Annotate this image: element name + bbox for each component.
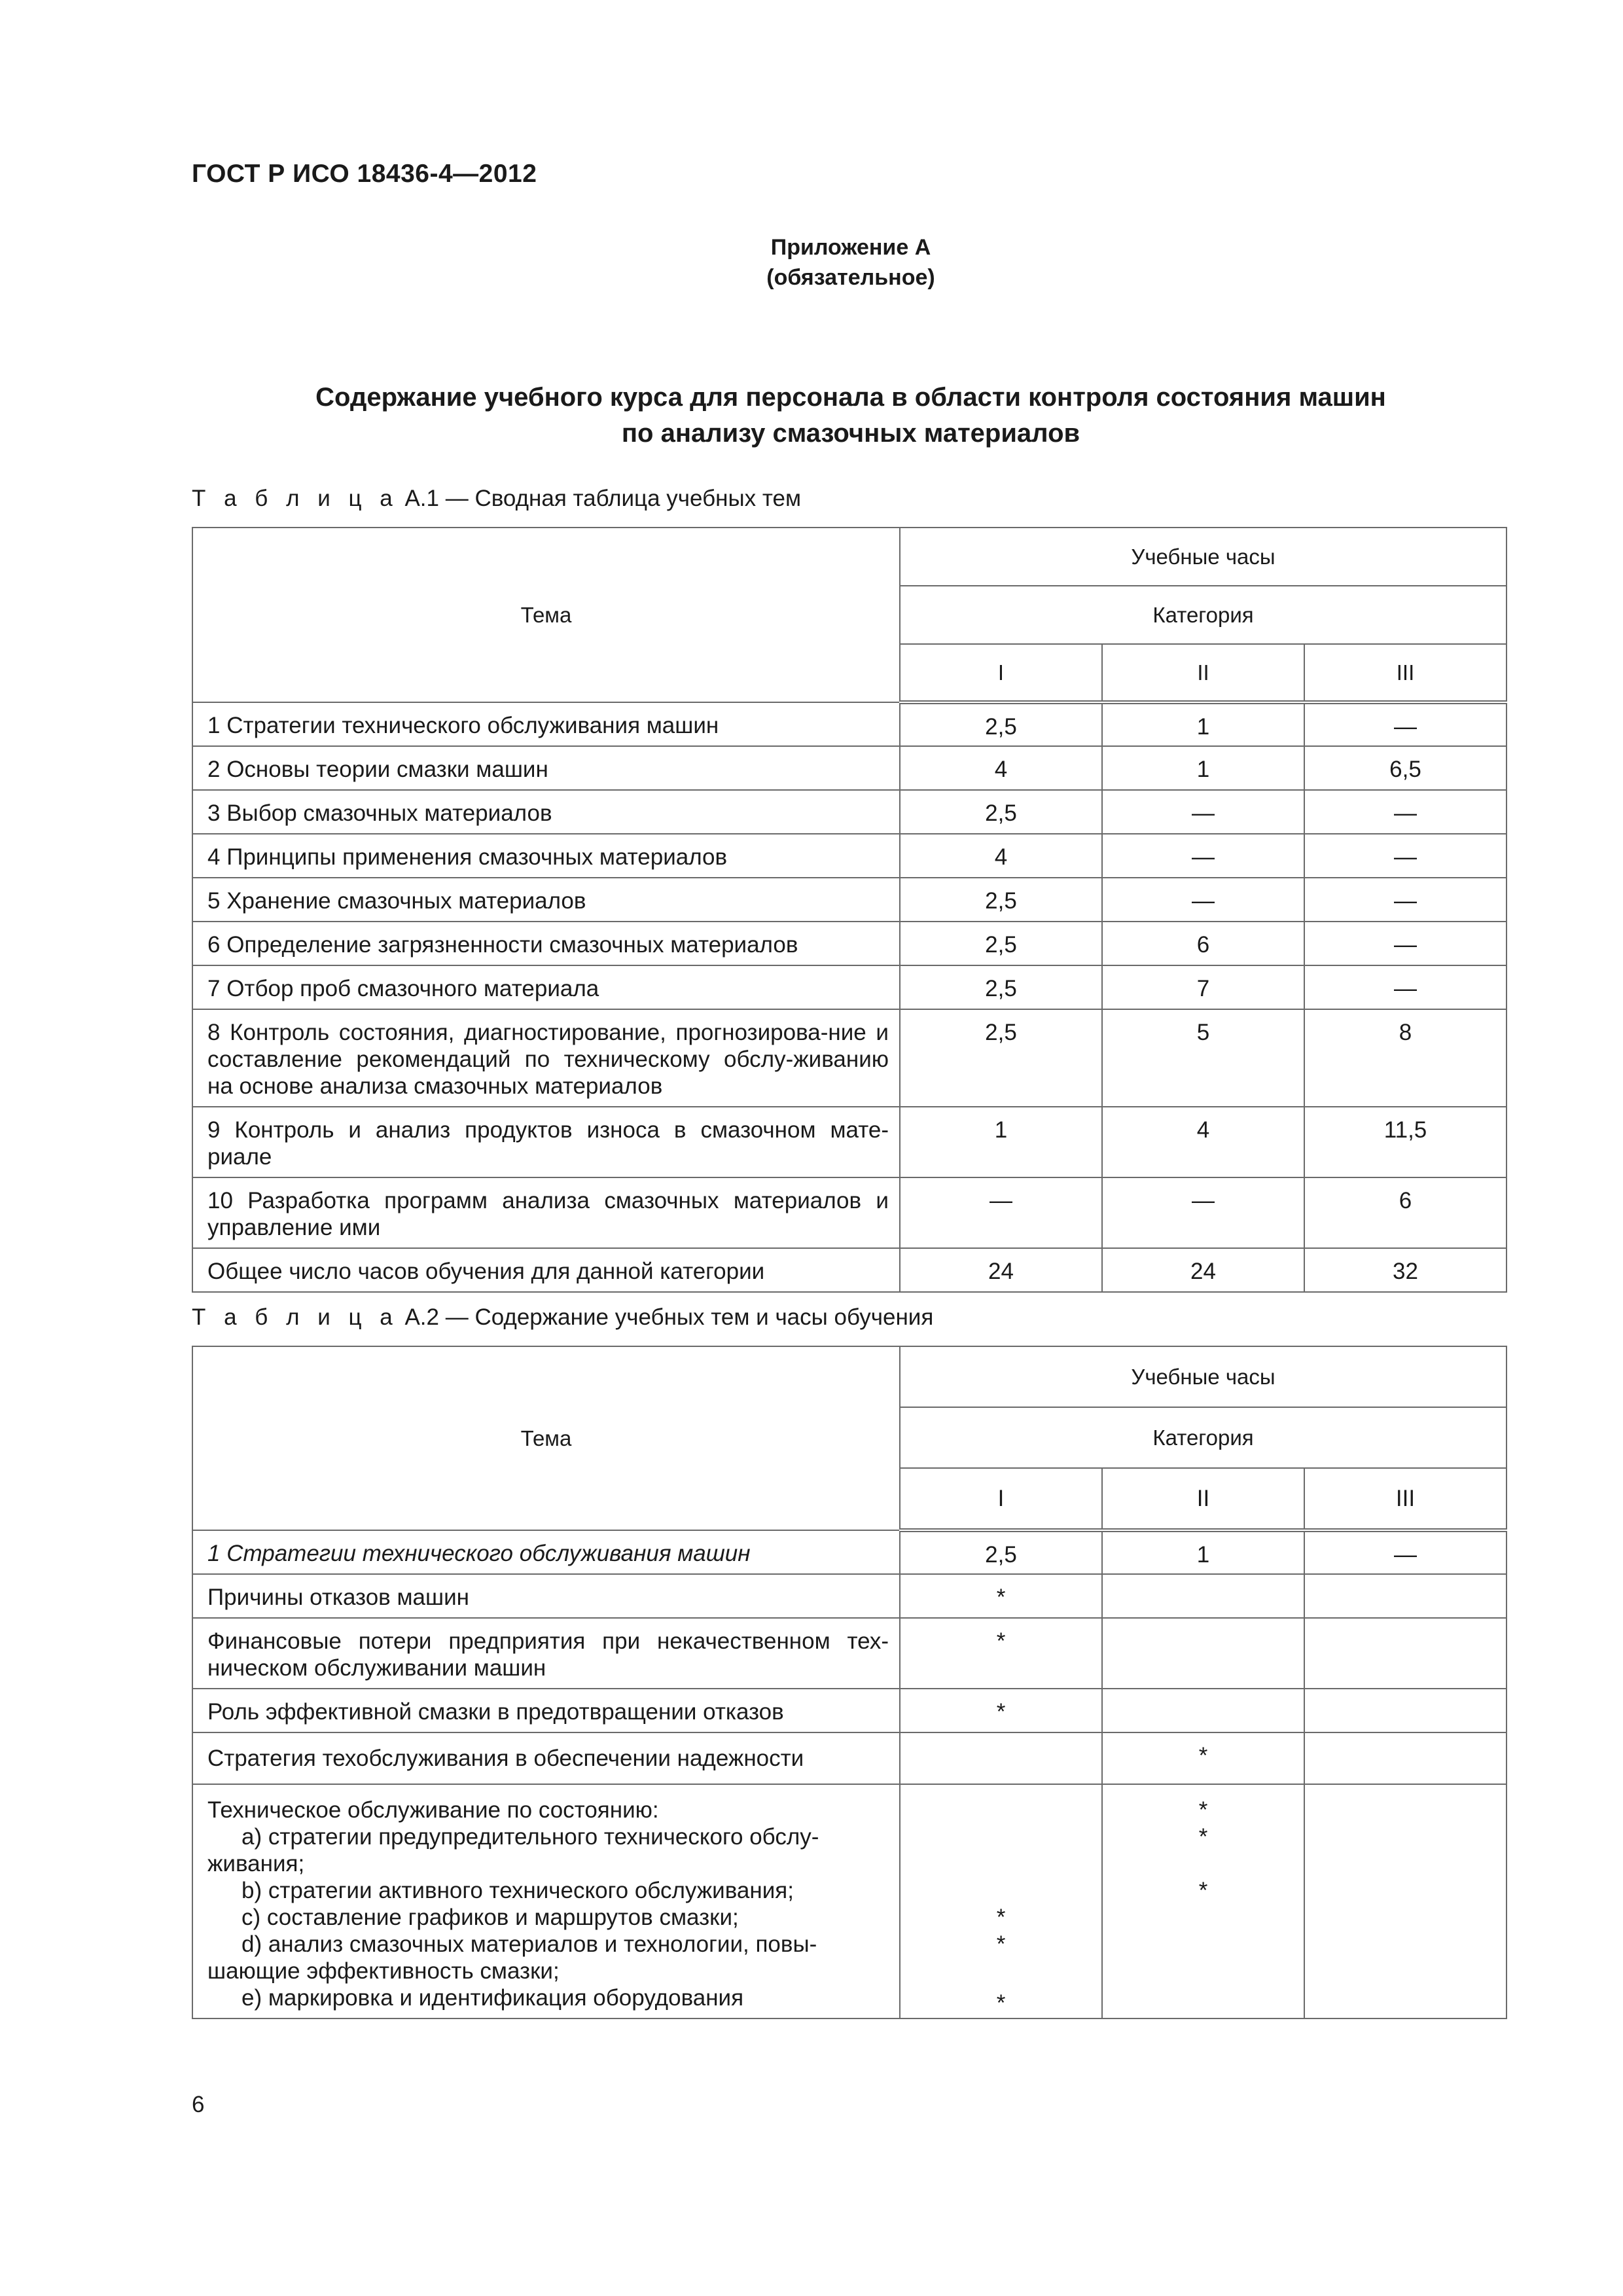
title-line-1: Содержание учебного курса для персонала в области контроля состояния машин (315, 383, 1386, 412)
row-cat2: — (1102, 878, 1304, 922)
row-cat1 (900, 1732, 1102, 1784)
standard-code: ГОСТ Р ИСО 18436-4—2012 (192, 160, 537, 188)
row-topic: 8 Контроль состояния, диагностирование, прогнозирова-ние и составление рекомендаций по техническому обслу-живанию на основе анализа смазочных материалов (192, 1009, 900, 1107)
row-cat2: 1 (1102, 746, 1304, 790)
row-cat2: 5 (1102, 1009, 1304, 1107)
row-cat1: 2,5 (900, 1009, 1102, 1107)
table-row (192, 965, 1507, 1009)
row-cat2: 4 (1102, 1107, 1304, 1177)
row-topic: Причины отказов машин (192, 1574, 900, 1618)
table2-header-topic: Тема (192, 1346, 900, 1530)
row-topic: Роль эффективной смазки в предотвращении отказов (192, 1689, 900, 1732)
document-title (0, 380, 1623, 452)
table2-header-cat2: II (1102, 1468, 1304, 1530)
row-cat1: 4 (900, 834, 1102, 878)
row-cat1: 2,5 (900, 702, 1102, 746)
table-row (192, 1689, 1507, 1732)
table2-header-cat1: I (900, 1468, 1102, 1530)
annex-heading (0, 232, 1623, 293)
row-cat3: 32 (1304, 1248, 1507, 1292)
row-cat1: * (900, 1574, 1102, 1618)
row-cat1: 2,5 (900, 790, 1102, 834)
cbm-topic (192, 1784, 900, 2018)
annex-title: Приложение А (770, 235, 931, 260)
table1-caption (192, 486, 801, 512)
row-cat2: 24 (1102, 1248, 1304, 1292)
table-row (192, 1009, 1507, 1107)
cbm-cat1-d-mark: * (996, 1931, 1006, 1957)
table-row (192, 1732, 1507, 1784)
cbm-item-e: е) маркировка и идентификация оборудования (241, 1985, 744, 2011)
row-cat3: — (1304, 922, 1507, 965)
row-cat3: — (1304, 878, 1507, 922)
cbm-item-d-cont: шающие эффективность смазки; (207, 1958, 560, 1984)
table-row (192, 790, 1507, 834)
row-cat1: * (900, 1689, 1102, 1732)
table1-header-category: Категория (900, 586, 1507, 644)
table-row (192, 702, 1507, 746)
row-cat3: — (1304, 702, 1507, 746)
row-cat2: — (1102, 790, 1304, 834)
row-cat3: 6,5 (1304, 746, 1507, 790)
page-number: 6 (192, 2092, 205, 2117)
table2-caption (192, 1304, 933, 1331)
row-cat3: 11,5 (1304, 1107, 1507, 1177)
row-cat2 (1102, 1689, 1304, 1732)
row-cat1: 4 (900, 746, 1102, 790)
row-cat1: 2,5 (900, 922, 1102, 965)
cbm-item-c: с) составление графиков и маршрутов смазки; (241, 1905, 739, 1930)
row-topic: Стратегия техобслуживания в обеспечении надежности (192, 1732, 900, 1784)
table-total-row (192, 1248, 1507, 1292)
table1-header-cat2: II (1102, 644, 1304, 702)
row-cat1: * (900, 1618, 1102, 1689)
row-topic: 10 Разработка программ анализа смазочных материалов и управление ими (192, 1177, 900, 1248)
table1-header-cat1: I (900, 644, 1102, 702)
table-row (192, 1574, 1507, 1618)
row-cat3: — (1304, 965, 1507, 1009)
table1-header-topic: Тема (192, 528, 900, 702)
cbm-cat3 (1304, 1784, 1507, 2018)
table2-header-cat3: III (1304, 1468, 1507, 1530)
cbm-item-b: b) стратегии активного технического обслуживания; (241, 1878, 794, 1903)
table1-header-hours: Учебные часы (900, 528, 1507, 586)
table-row (192, 1618, 1507, 1689)
row-cat1: 2,5 (900, 878, 1102, 922)
row-topic: 1 Стратегии технического обслуживания машин (192, 1530, 900, 1574)
table-row-cbm (192, 1784, 1507, 2018)
row-topic: 1 Стратегии технического обслуживания машин (192, 702, 900, 746)
row-topic: Общее число часов обучения для данной категории (192, 1248, 900, 1292)
table1-caption-text: А.1 — Сводная таблица учебных тем (398, 486, 802, 511)
cbm-cat2-intro-mark: * (1198, 1797, 1208, 1823)
table1-header-cat3: III (1304, 644, 1507, 702)
row-cat1: 1 (900, 1107, 1102, 1177)
row-cat3: 8 (1304, 1009, 1507, 1107)
row-cat2: — (1102, 1177, 1304, 1248)
table2-caption-word: Т а б л и ц а (192, 1304, 399, 1330)
row-topic: 7 Отбор проб смазочного материала (192, 965, 900, 1009)
cbm-cat2-b-mark: * (1198, 1878, 1208, 1903)
row-cat1: 2,5 (900, 1530, 1102, 1574)
table-a1 (192, 527, 1507, 1293)
row-cat2 (1102, 1618, 1304, 1689)
row-cat2 (1102, 1574, 1304, 1618)
row-cat3 (1304, 1689, 1507, 1732)
cbm-item-a-cont: живания; (207, 1851, 305, 1876)
table-row (192, 746, 1507, 790)
cbm-intro: Техническое обслуживание по состоянию: (207, 1797, 659, 1823)
row-cat3 (1304, 1732, 1507, 1784)
table-row (192, 1530, 1507, 1574)
row-topic: 3 Выбор смазочных материалов (192, 790, 900, 834)
row-topic: 6 Определение загрязненности смазочных материалов (192, 922, 900, 965)
row-topic: Финансовые потери предприятия при некачественном тех-ническом обслуживании машин (192, 1618, 900, 1689)
row-cat2: 7 (1102, 965, 1304, 1009)
row-cat1: 2,5 (900, 965, 1102, 1009)
cbm-cat1 (900, 1784, 1102, 2018)
cbm-cat2-a-mark: * (1198, 1824, 1208, 1850)
row-topic: 5 Хранение смазочных материалов (192, 878, 900, 922)
row-cat1: 24 (900, 1248, 1102, 1292)
title-line-2: по анализу смазочных материалов (621, 419, 1080, 448)
table-row (192, 1177, 1507, 1248)
table2-header-hours: Учебные часы (900, 1346, 1507, 1407)
row-cat3: — (1304, 1530, 1507, 1574)
table-row (192, 922, 1507, 965)
annex-status: (обязательное) (766, 265, 935, 290)
cbm-item-d: d) анализ смазочных материалов и технологии, повы- (241, 1931, 817, 1957)
table-row (192, 1107, 1507, 1177)
row-cat2: 6 (1102, 922, 1304, 965)
row-topic: 4 Принципы применения смазочных материалов (192, 834, 900, 878)
row-cat3 (1304, 1574, 1507, 1618)
row-topic: 9 Контроль и анализ продуктов износа в смазочном мате-риале (192, 1107, 900, 1177)
row-cat2: * (1102, 1732, 1304, 1784)
table2-header-category: Категория (900, 1407, 1507, 1468)
cbm-cat1-e-mark: * (996, 1990, 1006, 2016)
table-row (192, 878, 1507, 922)
row-cat3: 6 (1304, 1177, 1507, 1248)
table2-caption-text: А.2 — Содержание учебных тем и часы обучения (398, 1304, 934, 1330)
row-cat3: — (1304, 834, 1507, 878)
row-cat1: — (900, 1177, 1102, 1248)
cbm-cat1-c-mark: * (996, 1905, 1006, 1930)
cbm-cat2 (1102, 1784, 1304, 2018)
row-cat3: — (1304, 790, 1507, 834)
row-cat2: — (1102, 834, 1304, 878)
table1-caption-word: Т а б л и ц а (192, 486, 399, 511)
cbm-item-a: а) стратегии предупредительного технического обслу- (241, 1824, 819, 1850)
row-cat2: 1 (1102, 1530, 1304, 1574)
row-cat2: 1 (1102, 702, 1304, 746)
row-topic: 2 Основы теории смазки машин (192, 746, 900, 790)
row-cat3 (1304, 1618, 1507, 1689)
table-row (192, 834, 1507, 878)
table-a2 (192, 1346, 1507, 2019)
